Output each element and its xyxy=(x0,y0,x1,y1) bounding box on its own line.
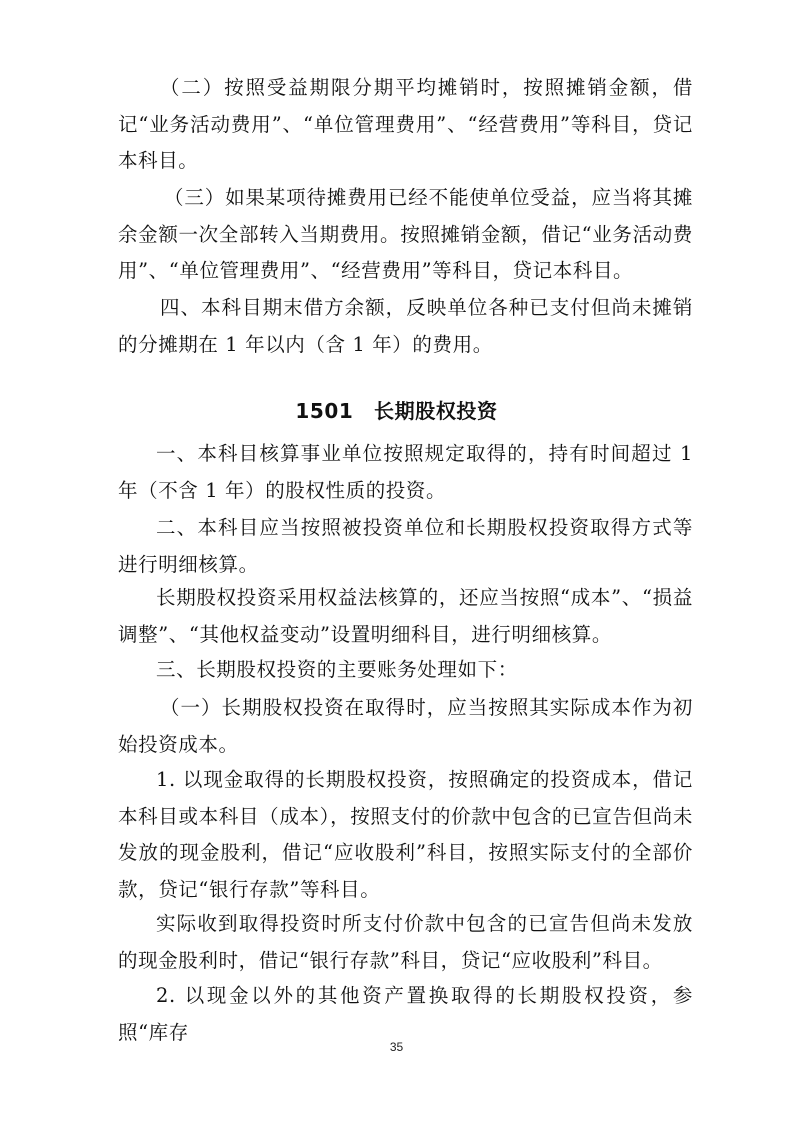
paragraph-amortization-period: （二）按照受益期限分期平均摊销时，按照摊销金额，借记“业务活动费用”、“单位管理费用”、“经营费用”等科目，贷记本科目。 xyxy=(118,76,693,172)
section-heading: 1501 长期股权投资 xyxy=(295,399,498,423)
paragraph-dividend-receipt: 实际收到取得投资时所支付价款中包含的已宣告但尚未发放的现金股利时，借记“银行存款”科目，贷记“应收股利”科目。 xyxy=(118,912,693,972)
paragraph-non-cash-acquisition: 2. 以现金以外的其他资产置换取得的长期股权投资，参照“库存 xyxy=(118,984,693,1044)
paragraph-cash-acquisition: 1. 以现金取得的长期股权投资，按照确定的投资成本，借记本科目或本科目（成本），按照支付的价款中包含的已宣告但尚未发放的现金股利，借记“应收股利”科目，按照实际支付的全部价款，贷记“银行存款”等科目。 xyxy=(118,768,693,901)
paragraph-equity-method: 长期股权投资采用权益法核算的，还应当按照“成本”、“损益调整”、“其他权益变动”设置明细科目，进行明细核算。 xyxy=(118,586,693,646)
page-number: 35 xyxy=(389,1040,404,1054)
paragraph-detail-accounting: 二、本科目应当按照被投资单位和长期股权投资取得方式等进行明细核算。 xyxy=(118,516,693,576)
paragraph-remaining-balance-transfer: （三）如果某项待摊费用已经不能使单位受益，应当将其摊余金额一次全部转入当期费用。按照摊销金额，借记“业务活动费用”、“单位管理费用”、“经营费用”等科目，贷记本科目。 xyxy=(118,186,693,282)
paragraph-scope: 一、本科目核算事业单位按照规定取得的，持有时间超过 1 年（不含 1 年）的股权性质的投资。 xyxy=(118,442,693,502)
paragraph-initial-cost: （一）长期股权投资在取得时，应当按照其实际成本作为初始投资成本。 xyxy=(118,696,693,756)
paragraph-main-entries: 三、长期股权投资的主要账务处理如下： xyxy=(156,658,518,681)
paragraph-period-end-balance: 四、本科目期末借方余额，反映单位各种已支付但尚未摊销的分摊期在 1 年以内（含 1 年）的费用。 xyxy=(118,296,693,356)
